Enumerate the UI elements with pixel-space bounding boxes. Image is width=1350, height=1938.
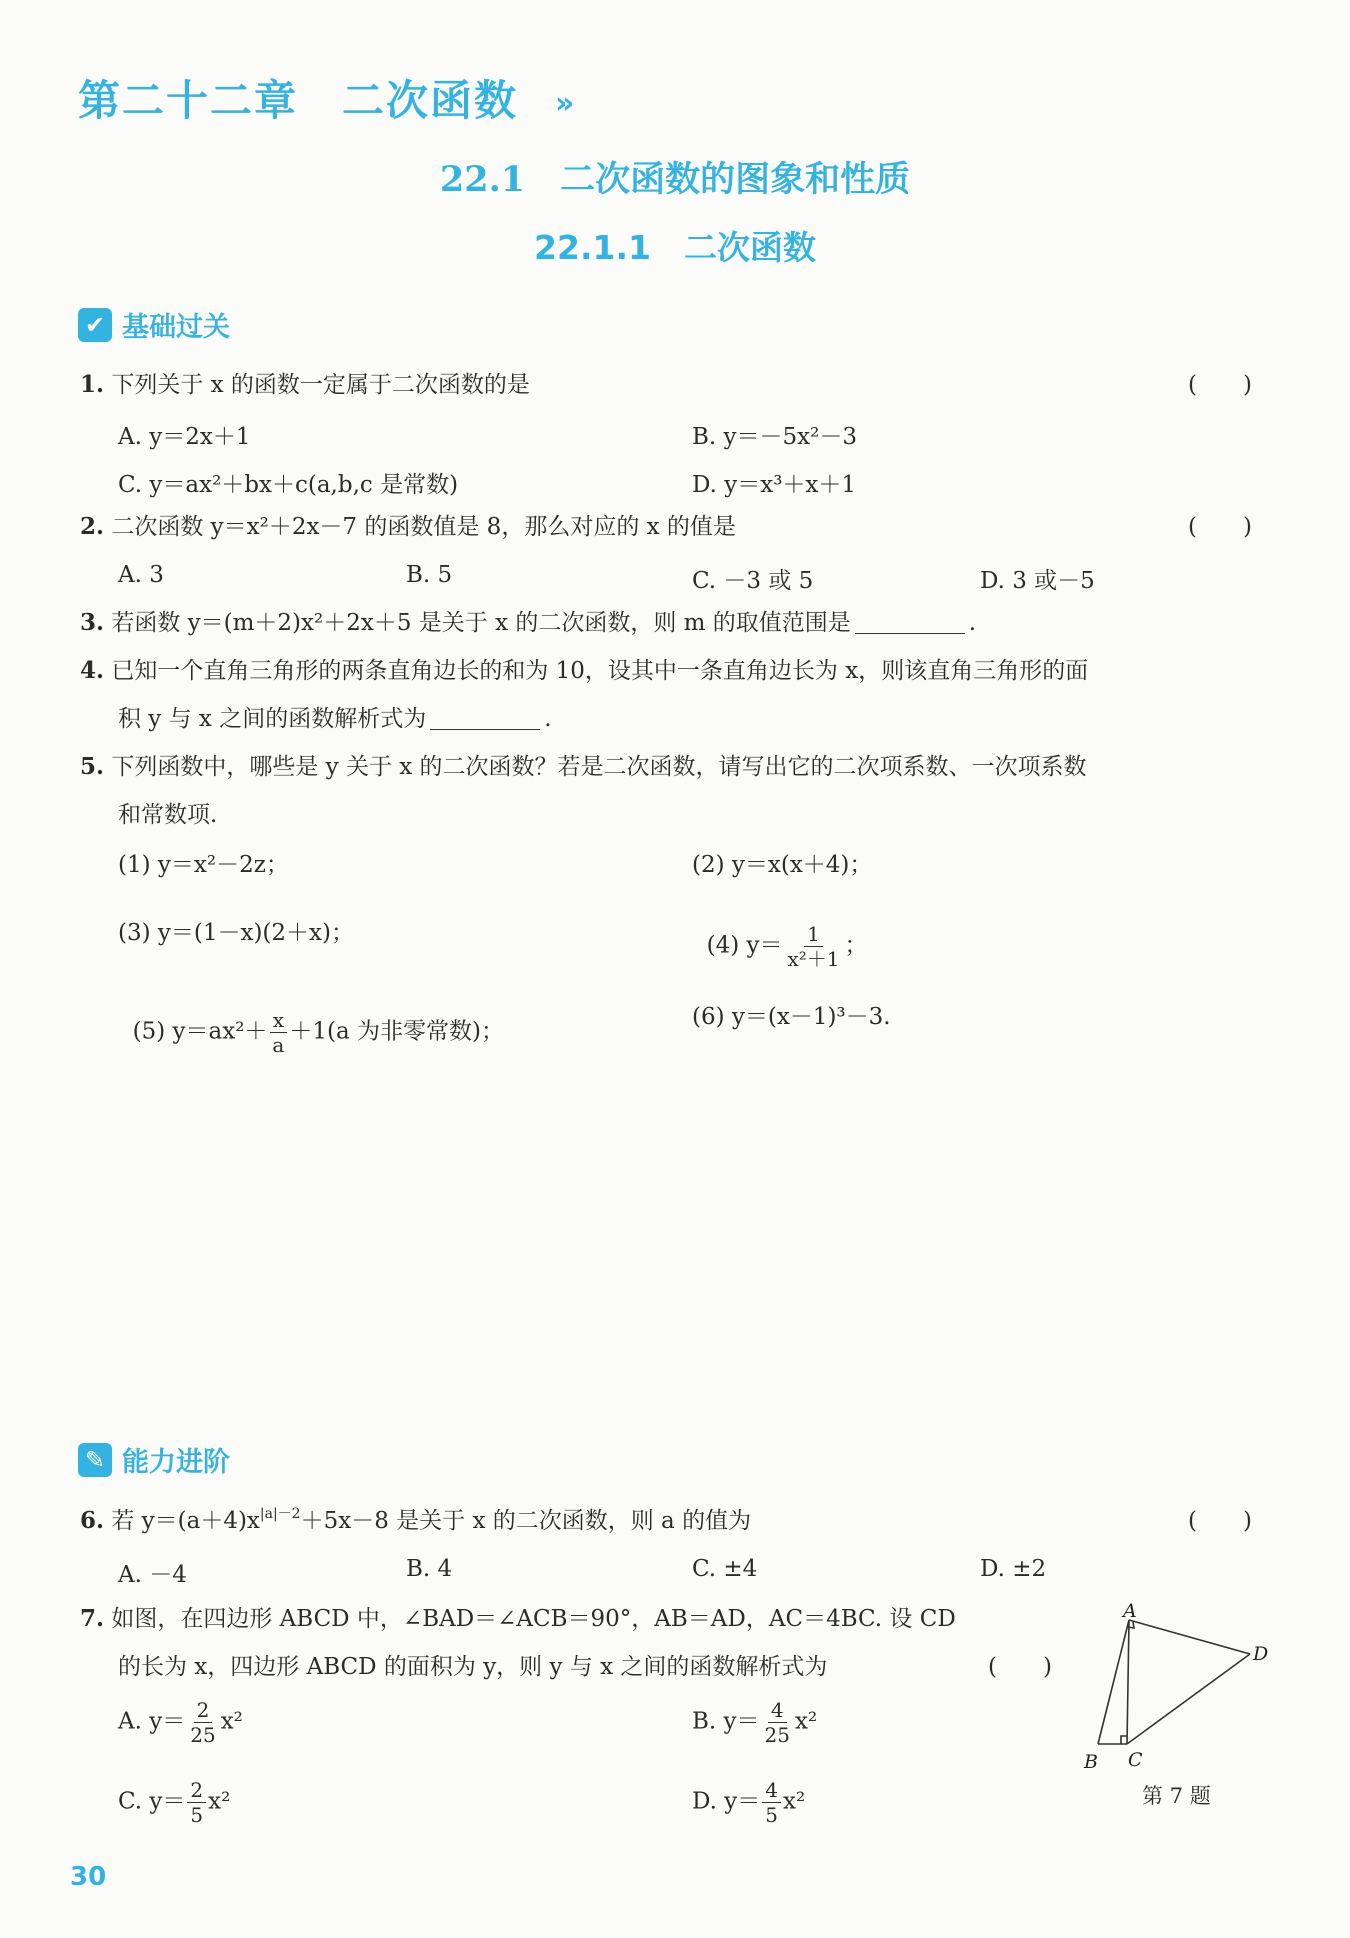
option-d: D. 3 或－5 [980, 568, 1095, 594]
page-number: 30 [70, 1862, 107, 1892]
question-number: 2. [80, 513, 105, 540]
option-d: D. y＝x³＋x＋1 [692, 472, 857, 498]
sub-question-text: (5) y＝ax²＋ [132, 1018, 268, 1045]
question-text: 下列函数中，哪些是 y 关于 x 的二次函数？若是二次函数，请写出它的二次项系数、一次项系数 [111, 754, 1087, 780]
fraction [269, 1008, 287, 1057]
edge-ab [1098, 1620, 1129, 1744]
fraction [187, 1778, 206, 1827]
option-a: A. 3 [118, 562, 164, 588]
question-number: 7. [80, 1605, 105, 1632]
question-text-end: . [544, 706, 552, 732]
option-label: C. y＝ [118, 1788, 186, 1815]
question-number: 4. [80, 657, 105, 684]
option-d: D. ±2 [980, 1556, 1047, 1582]
sub-question-6: (6) y＝(x－1)³－3. [692, 1004, 891, 1030]
vertex-label-d: D [1253, 1643, 1269, 1665]
basic-section-label: 基础过关 [122, 312, 230, 343]
variable-term: x² [794, 1708, 818, 1735]
option-a: A. y＝2x＋1 [118, 424, 251, 450]
option-c: C. y＝ax²＋bx＋c(a,b,c 是常数) [118, 472, 459, 498]
exponent: |a|－2 [259, 1506, 301, 1522]
chapter-chevron-icon: » [555, 86, 575, 121]
option-c: C. －3 或 5 [692, 568, 814, 594]
sub-question-1: (1) y＝x²－2z； [118, 852, 289, 878]
edge-ad [1129, 1620, 1250, 1654]
denominator: a [272, 1033, 285, 1057]
answer-paren: ( ) [1188, 1508, 1252, 1534]
option-b: B. 4 [406, 1556, 453, 1582]
question-number: 1. [80, 371, 105, 398]
answer-paren: ( ) [1188, 514, 1252, 540]
diagonal-ac [1127, 1620, 1129, 1744]
variable-term: x² [208, 1788, 231, 1815]
question-text: 下列关于 x 的函数一定属于二次函数的是 [111, 372, 530, 398]
option-c [118, 1778, 230, 1827]
question-4-line2 [118, 704, 552, 734]
variable-term: x² [220, 1708, 243, 1735]
question-7-line2: 的长为 x，四边形 ABCD 的面积为 y，则 y 与 x 之间的函数解析式为 [118, 1654, 828, 1680]
question-number: 3. [80, 609, 105, 636]
check-icon: ✔ [78, 308, 112, 342]
sub-question-5 [118, 982, 504, 1057]
fraction [762, 1778, 781, 1827]
question-1 [80, 370, 530, 400]
answer-blank[interactable] [430, 707, 540, 730]
question-4 [80, 656, 1088, 686]
variable-term: x² [782, 1788, 806, 1815]
numerator: 1 [804, 922, 823, 947]
numerator: 4 [768, 1698, 787, 1723]
sub-question-text: (4) y＝ [706, 932, 783, 959]
question-number: 6. [80, 1507, 105, 1534]
option-c: C. ±4 [692, 1556, 758, 1582]
numerator: 2 [194, 1698, 213, 1723]
fraction [762, 1698, 793, 1747]
section-title: 22.1 二次函数的图象和性质 [439, 159, 911, 200]
basic-section-badge [78, 305, 230, 344]
option-label: D. y＝ [692, 1788, 761, 1815]
question-text-end: . [968, 610, 977, 636]
option-b: B. 5 [406, 562, 453, 588]
question-number: 5. [80, 753, 105, 780]
vertex-label-c: C [1128, 1749, 1143, 1771]
option-b [692, 1698, 817, 1747]
advanced-section-badge [78, 1440, 230, 1479]
vertex-label-a: A [1123, 1600, 1137, 1622]
right-angle-c [1121, 1736, 1127, 1744]
question-text: 已知一个直角三角形的两条直角边长的和为 10，设其中一条直角边长为 x，则该直角三角形的面 [111, 658, 1089, 684]
option-label: B. y＝ [692, 1708, 760, 1735]
denominator: 5 [190, 1803, 204, 1827]
numerator: 4 [762, 1778, 781, 1803]
fraction [187, 1698, 218, 1747]
option-b: B. y＝－5x²－3 [692, 424, 857, 450]
option-d [692, 1778, 805, 1827]
question-7 [80, 1604, 956, 1634]
answer-paren: ( ) [1188, 372, 1252, 398]
figure-caption: 第 7 题 [1142, 1784, 1211, 1808]
question-2 [80, 512, 736, 542]
denominator: 25 [764, 1723, 790, 1747]
question-3 [80, 608, 976, 638]
option-a [118, 1698, 243, 1747]
numerator: 2 [187, 1778, 206, 1803]
question-text: ＋5x－8 是关于 x 的二次函数，则 a 的值为 [300, 1508, 752, 1534]
sub-question-2: (2) y＝x(x＋4)； [692, 852, 873, 878]
answer-blank[interactable] [855, 611, 965, 634]
option-a: A. －4 [118, 1562, 187, 1588]
option-label: A. y＝ [118, 1708, 186, 1735]
sub-question-4 [692, 896, 868, 971]
denominator: 5 [765, 1803, 778, 1827]
subsection-title: 22.1.1 二次函数 [534, 228, 816, 267]
pencil-icon: ✎ [78, 1443, 112, 1477]
numerator: x [270, 1008, 287, 1033]
denominator: x²＋1 [787, 947, 840, 971]
answer-paren: ( ) [988, 1654, 1052, 1680]
question-5-line2: 和常数项. [118, 802, 218, 828]
denominator: 25 [190, 1723, 216, 1747]
advanced-section-label: 能力进阶 [122, 1447, 230, 1478]
quadrilateral-figure [1080, 1600, 1280, 1780]
question-text: 若 y＝(a＋4)x [111, 1508, 260, 1534]
sub-question-text: ； [844, 932, 868, 959]
question-5 [80, 752, 1087, 782]
vertex-label-b: B [1084, 1751, 1098, 1773]
question-text: 二次函数 y＝x²＋2x－7 的函数值是 8，那么对应的 x 的值是 [111, 514, 736, 540]
fraction [785, 922, 843, 971]
question-text: 积 y 与 x 之间的函数解析式为 [118, 706, 427, 732]
chapter-title: 第二十二章 二次函数 [78, 76, 519, 125]
edge-cd [1127, 1654, 1250, 1744]
question-text: 如图，在四边形 ABCD 中，∠BAD＝∠ACB＝90°，AB＝AD，AC＝4BC. 设 CD [111, 1606, 956, 1632]
question-6 [80, 1506, 751, 1536]
sub-question-text: ＋1(a 为非零常数)； [289, 1018, 504, 1045]
sub-question-3: (3) y＝(1－x)(2＋x)； [118, 920, 354, 946]
question-text: 若函数 y＝(m＋2)x²＋2x＋5 是关于 x 的二次函数，则 m 的取值范围是 [111, 610, 851, 636]
